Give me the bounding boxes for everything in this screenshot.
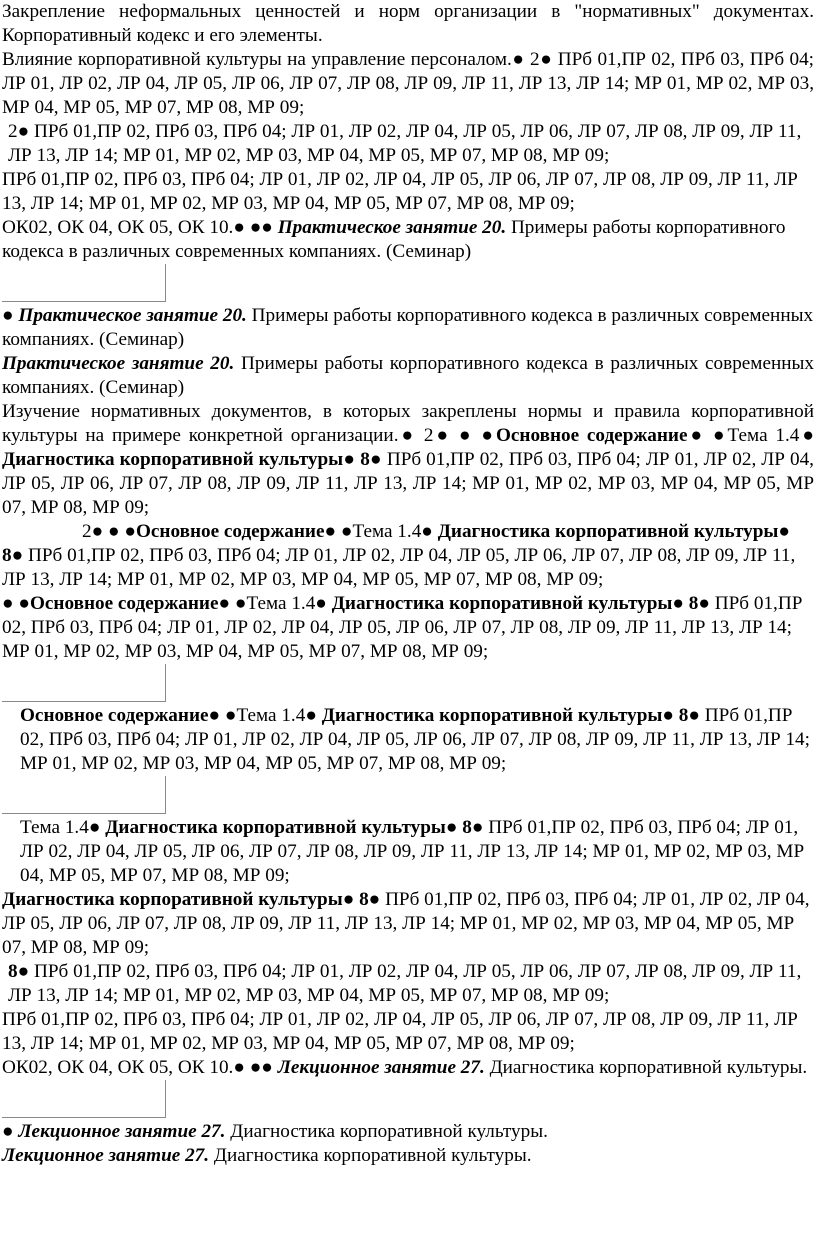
competencies-text: ПРб 01,ПР 02, ПРб 03, ПРб 04; ЛР 01, ЛР 02, ЛР 04, ЛР 05, ЛР 06, ЛР 07, ЛР 08, ЛР 09, ЛР 11, ЛР 13, ЛР 14; МР 01, МР 02, МР 03, МР 04, МР 05, МР 07, МР 08, МР 09; (2, 169, 798, 214)
empty-cell-box (2, 664, 166, 702)
hours-marker: ● 8● (662, 705, 700, 726)
competencies-text: ПРб 01,ПР 02, ПРб 03, ПРб 04; ЛР 01, ЛР 02, ЛР 04, ЛР 05, ЛР 06, ЛР 07, ЛР 08, ЛР 09, ЛР 11, ЛР 13, ЛР 14; МР 01, МР 02, МР 03, МР 04, МР 05, МР 07, МР 08, МР 09; (2, 593, 803, 662)
paragraph-competencies-2 (2, 168, 814, 216)
practice-label: Практическое занятие 20. (2, 353, 235, 374)
competencies-text: ПРб 01,ПР 02, ПРб 03, ПРб 04; ЛР 01, ЛР 02, ЛР 04, ЛР 05, ЛР 06, ЛР 07, ЛР 08, ЛР 09, ЛР 11, ЛР 13, ЛР 14; МР 01, МР 02, МР 03, МР 04, МР 05, МР 07, МР 08, МР 09; (2, 889, 810, 958)
study-text: Изучение нормативных документов, в которых закреплены нормы и правила корпоративной культуры на примере конкретной организации.● 2● ● ● (2, 401, 814, 446)
paragraph-main-content-2 (2, 592, 814, 664)
hours-marker: ● 8● (343, 449, 382, 470)
paragraph-influence (2, 48, 814, 120)
paragraph-topic-1-4 (2, 816, 814, 888)
diagnostics-label: Диагностика корпоративной культуры (437, 521, 779, 542)
diagnostics-label: Диагностика корпоративной культуры (105, 817, 446, 838)
practice-description: Примеры работы корпоративного кодекса в различных современных компаниях. (Семинар) (2, 217, 786, 262)
main-content-label: Основное содержание (495, 425, 688, 446)
competencies-text: 2● ПРб 01,ПР 02, ПРб 03, ПРб 04; ЛР 01, ЛР 02, ЛР 04, ЛР 05, ЛР 06, ЛР 07, ЛР 08, ЛР 09, ЛР 11, ЛР 13, ЛР 14; МР 01, МР 02, МР 03, МР 04, МР 05, МР 07, МР 08, МР 09; (8, 121, 802, 166)
paragraph-hours (2, 960, 814, 1008)
empty-cell-box (2, 776, 166, 814)
paragraph-lecture-bullet (2, 1120, 814, 1144)
competencies-text: ПРб 01,ПР 02, ПРб 03, ПРб 04; ЛР 01, ЛР 02, ЛР 04, ЛР 05, ЛР 06, ЛР 07, ЛР 08, ЛР 09, ЛР 11, ЛР 13, ЛР 14; МР 01, МР 02, МР 03, МР 04, МР 05, МР 07, МР 08, МР 09; (2, 545, 796, 590)
competencies-text: ПРб 01,ПР 02, ПРб 03, ПРб 04; ЛР 01, ЛР 02, ЛР 04, ЛР 05, ЛР 06, ЛР 07, ЛР 08, ЛР 09, ЛР 11, ЛР 13, ЛР 14; МР 01, МР 02, МР 03, МР 04, МР 05, МР 07, МР 08, МР 09; (2, 1009, 798, 1054)
diagnostics-label: Диагностика корпоративной культуры (2, 889, 343, 910)
lecture-label: Лекционное занятие 27. (2, 1145, 210, 1166)
empty-cell-box (2, 264, 166, 302)
paragraph-diagnostics (2, 888, 814, 960)
empty-cell-box (2, 1080, 166, 1118)
lecture-label: Лекционное занятие 27. (18, 1121, 226, 1142)
paragraph-practice-bullet (2, 304, 814, 352)
topic-marker: ● ●Тема 1.4● (218, 593, 332, 614)
diagnostics-label: Диагностика корпоративной культуры (321, 705, 663, 726)
paragraph-ok-lecture (2, 1056, 814, 1080)
hours-marker: ● 8● (2, 521, 790, 566)
paragraph-practice (2, 352, 814, 400)
hours-count: 2● ● ● (82, 521, 136, 542)
paragraph-topic-title (2, 0, 814, 48)
topic-marker: Тема 1.4● (20, 817, 106, 838)
practice-description: Примеры работы корпоративного кодекса в различных современных компаниях. (Семинар) (2, 305, 814, 350)
paragraph-competencies-1 (2, 120, 814, 168)
competencies-text: ПРб 01,ПР 02, ПРб 03, ПРб 04; ЛР 01, ЛР 02, ЛР 04, ЛР 05, ЛР 06, ЛР 07, ЛР 08, ЛР 09, ЛР 11, ЛР 13, ЛР 14; МР 01, МР 02, МР 03, МР 04, МР 05, МР 07, МР 08, МР 09; (2, 449, 814, 518)
influence-text: Влияние корпоративной культуры на управление персоналом.● 2● ПРб 01,ПР 02, ПРб 03, ПРб 04; ЛР 01, ЛР 02, ЛР 04, ЛР 05, ЛР 06, ЛР 07, ЛР 08, ЛР 09, ЛР 11, ЛР 13, ЛР 14; МР 01, МР 02, МР 03, МР 04, МР 05, МР 07, МР 08, МР 09; (2, 49, 814, 118)
diagnostics-label: Диагностика корпоративной культуры (331, 593, 673, 614)
practice-label: Практическое занятие 20. (18, 305, 247, 326)
lecture-description: Диагностика корпоративной культуры. (484, 1057, 808, 1078)
lecture-description: Диагностика корпоративной культуры. (209, 1145, 532, 1166)
paragraph-study-documents (2, 400, 814, 520)
main-content-label: Основное содержание (29, 593, 219, 614)
main-content-label: Основное содержание (135, 521, 325, 542)
paragraph-main-content-1 (2, 520, 814, 592)
paragraph-competencies-3 (2, 1008, 814, 1056)
topic-title-text: Закрепление неформальных ценностей и норм организации в "нормативных" документах. Корпоративный кодекс и его элементы. (2, 1, 814, 46)
paragraph-lecture (2, 1144, 814, 1168)
bullet-marker: ● ● (2, 593, 30, 614)
hours-marker: ● 8● (445, 817, 484, 838)
lecture-label: Лекционное занятие 27. (277, 1057, 485, 1078)
practice-description: Примеры работы корпоративного кодекса в различных современных компаниях. (Семинар) (2, 353, 814, 398)
lecture-description: Диагностика корпоративной культуры. (225, 1121, 548, 1142)
paragraph-main-content-3 (2, 704, 814, 776)
ok-codes: ОК02, ОК 04, ОК 05, ОК 10.● ●● (2, 217, 278, 238)
diagnostics-label: Диагностика корпоративной культуры (2, 449, 344, 470)
competencies-text: ПРб 01,ПР 02, ПРб 03, ПРб 04; ЛР 01, ЛР 02, ЛР 04, ЛР 05, ЛР 06, ЛР 07, ЛР 08, ЛР 09, ЛР 11, ЛР 13, ЛР 14; МР 01, МР 02, МР 03, МР 04, МР 05, МР 07, МР 08, МР 09; (20, 705, 810, 774)
hours-marker: ● 8● (342, 889, 381, 910)
hours-marker: 8● (8, 961, 30, 982)
hours-marker: ● 8● (672, 593, 710, 614)
bullet-marker: ● (2, 1121, 19, 1142)
topic-marker: ● ●Тема 1.4● (687, 425, 814, 446)
main-content-label: Основное содержание (20, 705, 209, 726)
topic-marker: ● ●Тема 1.4● (324, 521, 438, 542)
paragraph-ok-practice (2, 216, 814, 264)
competencies-text: ПРб 01,ПР 02, ПРб 03, ПРб 04; ЛР 01, ЛР 02, ЛР 04, ЛР 05, ЛР 06, ЛР 07, ЛР 08, ЛР 09, ЛР 11, ЛР 13, ЛР 14; МР 01, МР 02, МР 03, МР 04, МР 05, МР 07, МР 08, МР 09; (20, 817, 805, 886)
bullet-marker: ● (2, 305, 19, 326)
competencies-text: ПРб 01,ПР 02, ПРб 03, ПРб 04; ЛР 01, ЛР 02, ЛР 04, ЛР 05, ЛР 06, ЛР 07, ЛР 08, ЛР 09, ЛР 11, ЛР 13, ЛР 14; МР 01, МР 02, МР 03, МР 04, МР 05, МР 07, МР 08, МР 09; (8, 961, 802, 1006)
topic-marker: ● ●Тема 1.4● (208, 705, 322, 726)
practice-label: Практическое занятие 20. (277, 217, 507, 238)
ok-codes: ОК02, ОК 04, ОК 05, ОК 10.● ●● (2, 1057, 278, 1078)
